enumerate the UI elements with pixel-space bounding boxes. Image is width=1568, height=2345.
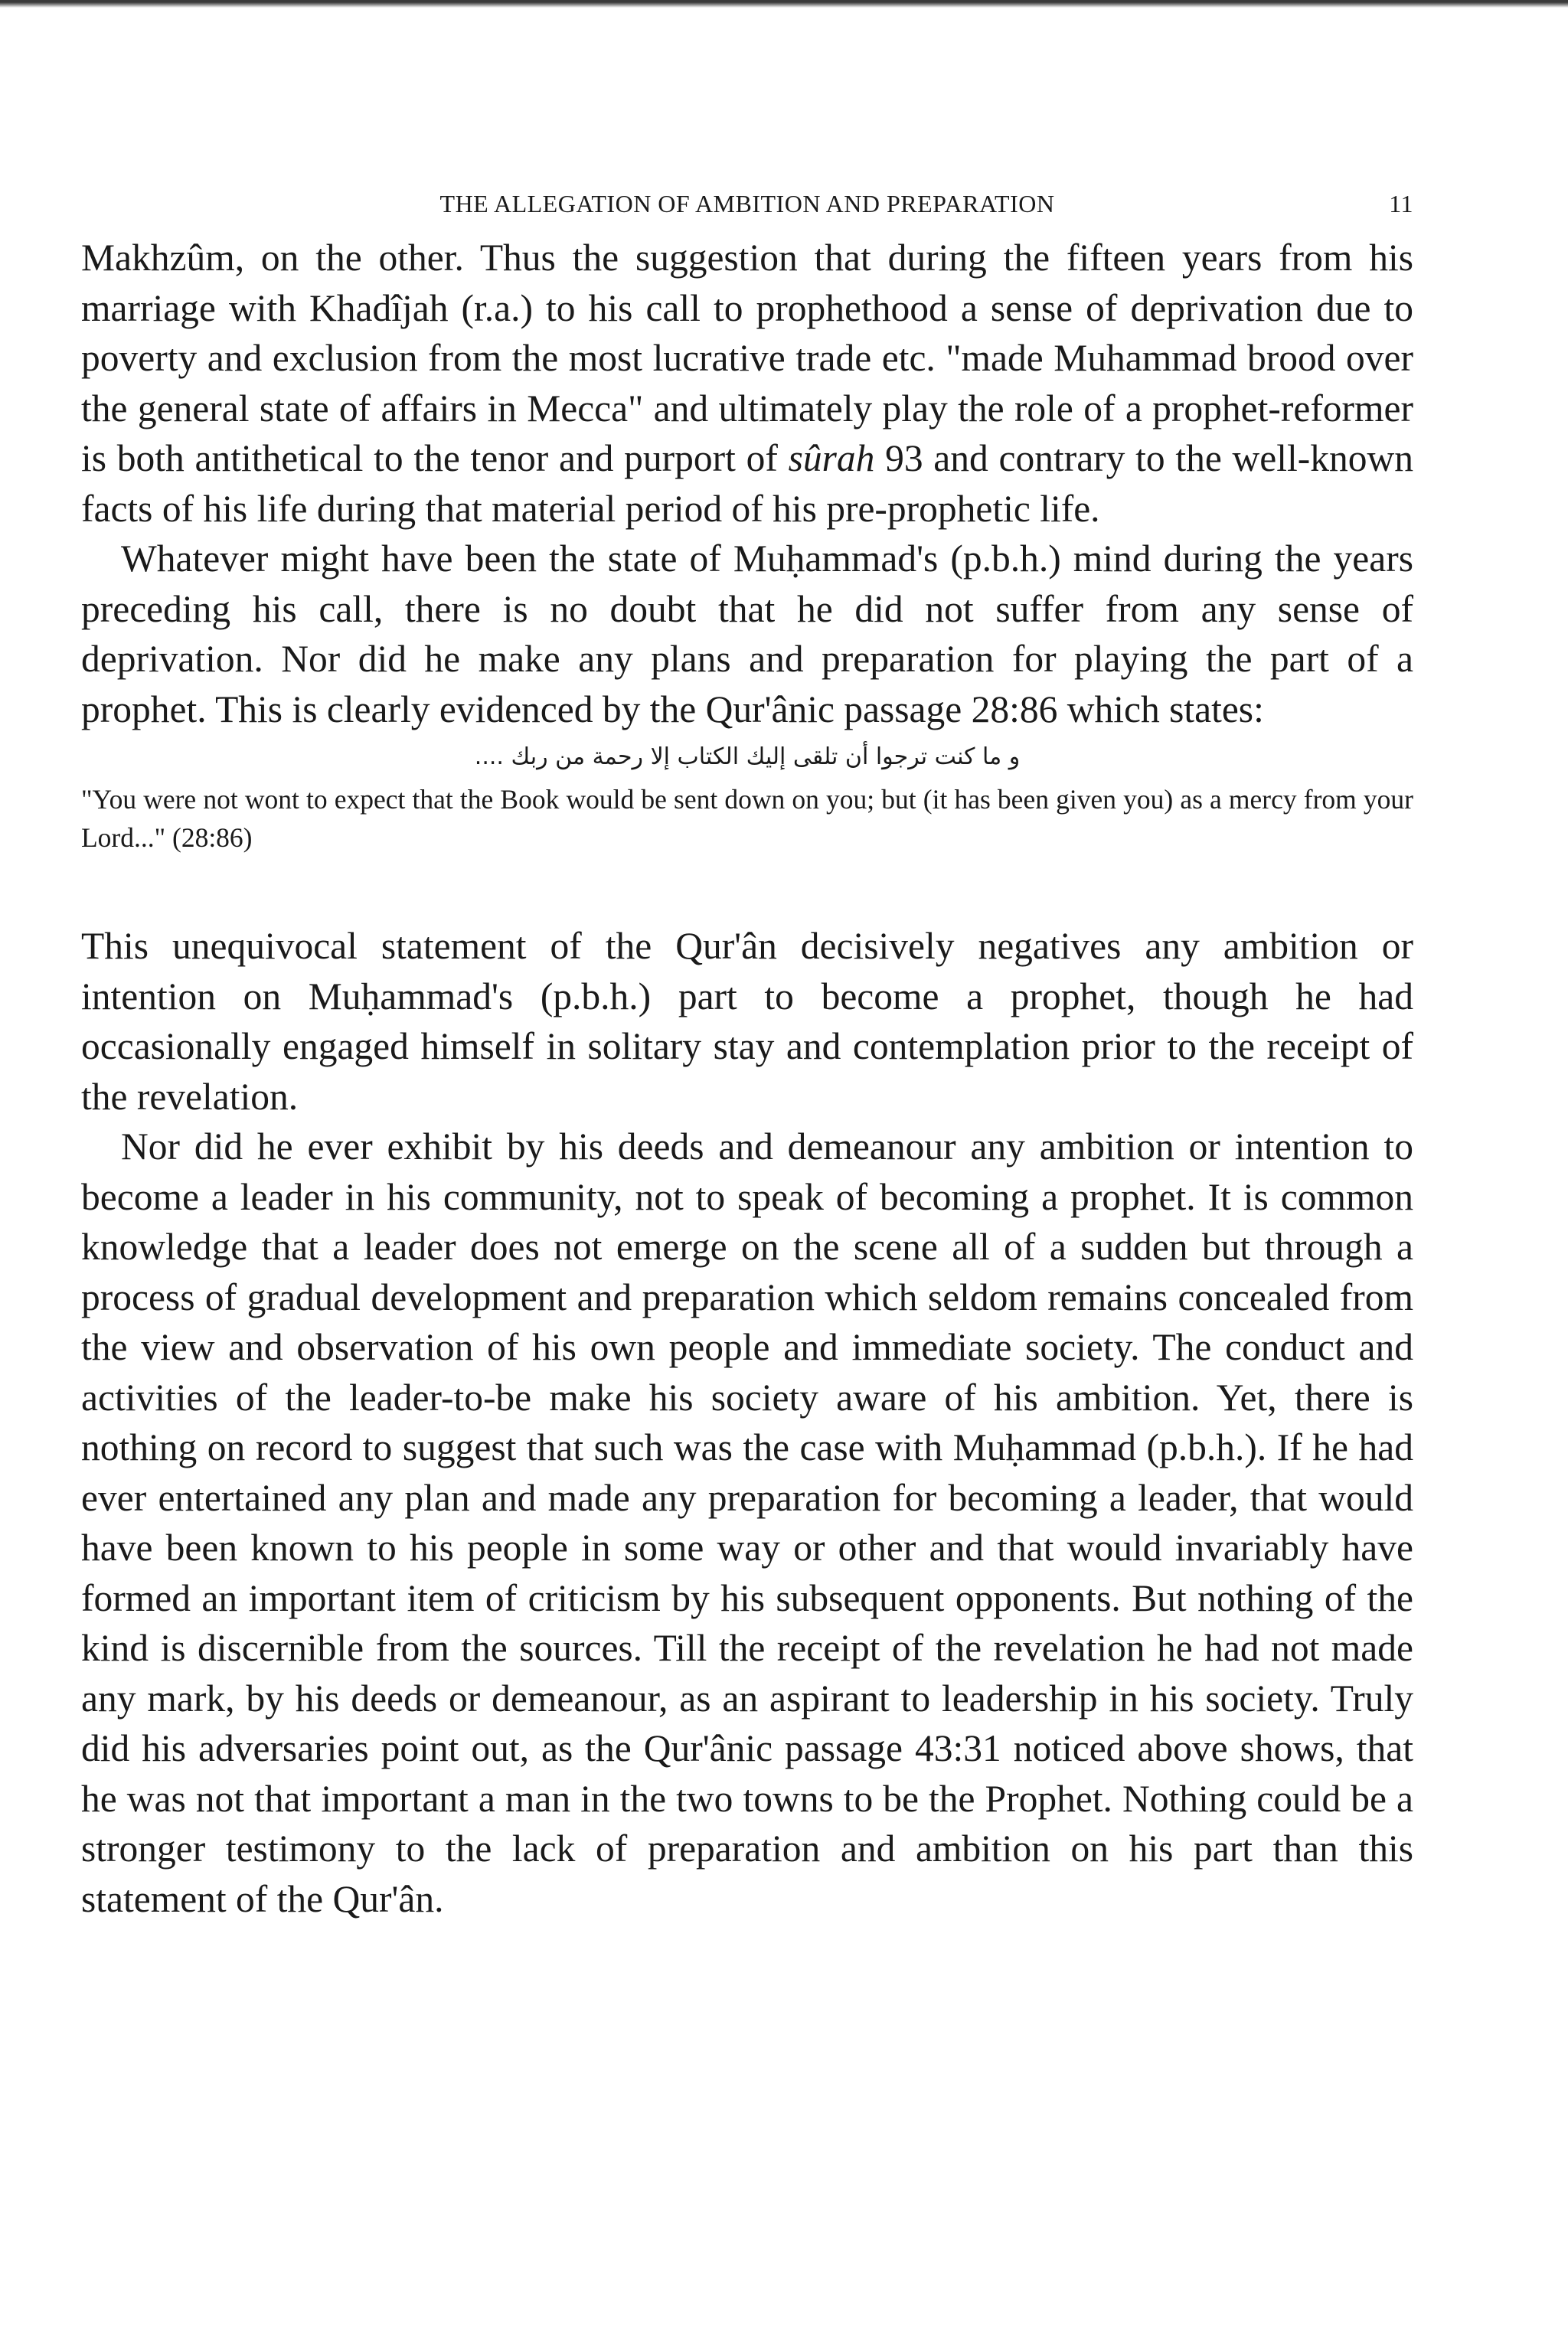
body-text	[81, 233, 1413, 1924]
running-head	[81, 190, 1413, 233]
paragraph-1-text-a: Makhzûm, on the other. Thus the suggestion that during the fifteen years from his marriage with Khadîjah (r.a.) to his call to prophethood a sense of deprivation due to poverty and exclusion from the most lucrative trade etc. "made Muhammad brood over the general state of affairs in Mecca" and ultimately play the role of a prophet-reformer is both antithetical to the tenor and purport of	[81, 237, 1413, 479]
spacer	[81, 857, 1413, 921]
book-page	[81, 190, 1413, 1924]
paragraph-2: Whatever might have been the state of Muḥammad's (p.b.h.) mind during the years preceding his call, there is no doubt that he did not suffer from any sense of deprivation. Nor did he make any plans and preparation for playing the part of a prophet. This is clearly evidenced by the Qur'ânic passage 28:86 which states:	[81, 537, 1413, 730]
arabic-verse: و ما كنت ترجوا أن تلقى إليك الكتاب إلا رحمة من ربك ....	[474, 743, 1021, 770]
verse-translation: "You were not wont to expect that the Book would be sent down on you; but (it has been given you) as a mercy from your Lord..." (28:86)	[81, 784, 1413, 853]
paragraph-3: This unequivocal statement of the Qur'ân decisively negatives any ambition or intention on Muḥammad's (p.b.h.) part to become a prophet, though he had occasionally engaged himself in solitary stay and contemplation prior to the receipt of the revelation.	[81, 925, 1413, 1118]
page-number: 11	[1389, 190, 1413, 217]
running-head-title: THE ALLEGATION OF AMBITION AND PREPARATION	[439, 190, 1055, 217]
paragraph-1	[81, 233, 1413, 534]
paragraph-1-text-b: 93 and contrary to the well-known facts of his life during that material period of his pre-prophetic life.	[81, 437, 1414, 530]
scan-edge-rule	[0, 0, 1568, 8]
paragraph-4: Nor did he ever exhibit by his deeds and demeanour any ambition or intention to become a leader in his community, not to speak of becoming a prophet. It is common knowledge that a leader does not emerge on the scene all of a sudden but through a process of gradual development and preparation which seldom remains concealed from the view and observation of his own people and immediate society. The conduct and activities of the leader-to-be make his society aware of his ambition. Yet, there is nothing on record to suggest that such was the case with Muḥammad (p.b.h.). If he had ever entertained any plan and made any preparation for becoming a leader, that would have been known to his people in some way or other and that would invariably have formed an important item of criticism by his subsequent opponents. But nothing of the kind is discernible from the sources. Till the receipt of the revelation he had not made any mark, by his deeds or demeanour, as an aspirant to leadership in his society. Truly did his adversaries point out, as the Qur'ânic passage 43:31 noticed above shows, that he was not that important a man in the two towns to be the Prophet. Nothing could be a stronger testimony to the lack of preparation and ambition on his part than this statement of the Qur'ân.	[81, 1125, 1413, 1920]
surah-italic: sûrah	[788, 437, 875, 479]
